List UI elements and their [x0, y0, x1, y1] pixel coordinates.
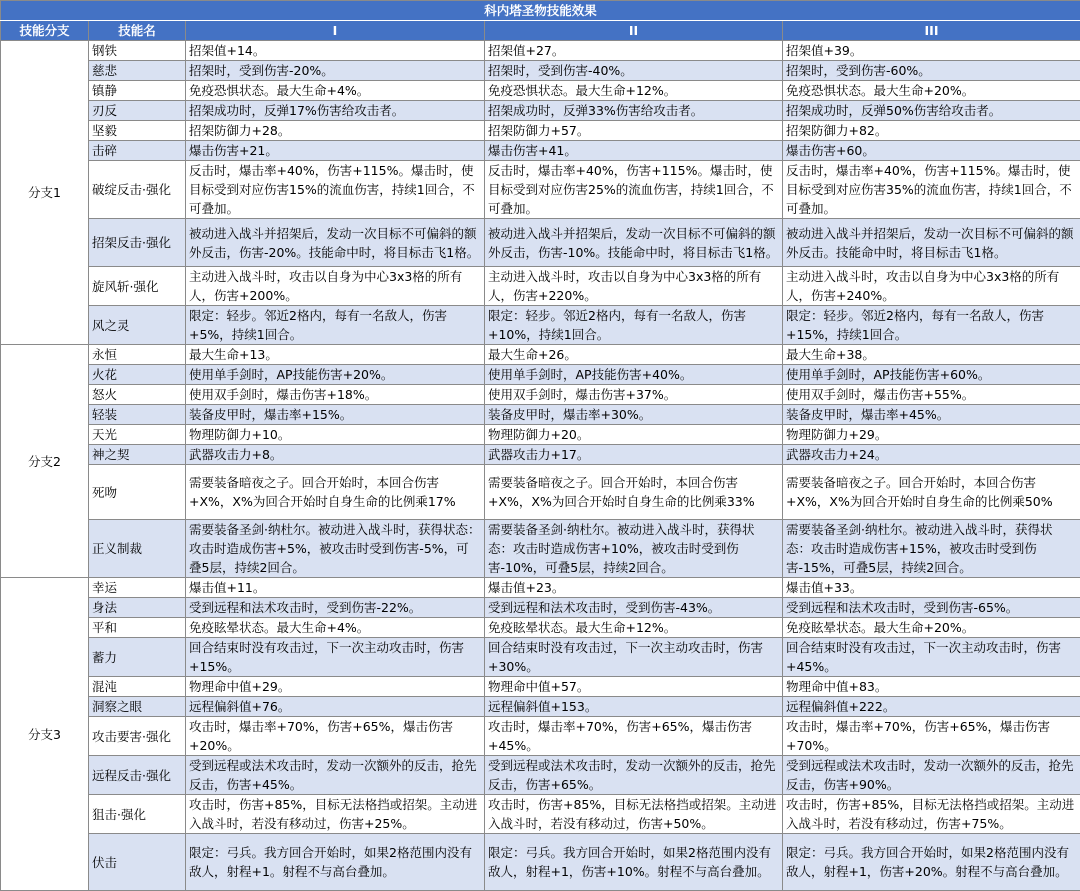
table-row [1, 121, 1080, 141]
effect-cell-i: 主动进入战斗时，攻击以自身为中心3x3格的所有人，伤害+200%。 [186, 267, 485, 306]
effect-cell-iii: 物理防御力+29。 [783, 425, 1080, 445]
effect-cell-i: 反击时，爆击率+40%，伤害+115%。爆击时，使目标受到对应伤害15%的流血伤害，持续1回合，不可叠加。 [186, 161, 485, 219]
effect-cell-iii: 主动进入战斗时，攻击以自身为中心3x3格的所有人，伤害+240%。 [783, 267, 1080, 306]
skill-name-cell: 旋风斩·强化 [89, 267, 186, 306]
effect-cell-ii: 受到远程或法术攻击时，发动一次额外的反击，抢先反击，伤害+65%。 [485, 756, 783, 795]
effect-cell-iii: 攻击时，爆击率+70%，伤害+65%，爆击伤害+70%。 [783, 717, 1080, 756]
table-row [1, 306, 1080, 345]
effect-cell-i: 回合结束时没有攻击过，下一次主动攻击时，伤害+15%。 [186, 638, 485, 677]
effect-cell-ii: 物理命中值+57。 [485, 677, 783, 697]
skill-name-cell: 火花 [89, 365, 186, 385]
effect-cell-iii: 受到远程和法术攻击时，受到伤害-65%。 [783, 598, 1080, 618]
effect-cell-ii: 爆击伤害+41。 [485, 141, 783, 161]
effect-cell-i: 攻击时，爆击率+70%，伤害+65%，爆击伤害+20%。 [186, 717, 485, 756]
effect-cell-i: 攻击时，伤害+85%，目标无法格挡或招架。主动进入战斗时，若没有移动过，伤害+25%。 [186, 795, 485, 834]
skill-name-cell: 风之灵 [89, 306, 186, 345]
header-level-3: III [783, 21, 1080, 41]
skill-name-cell: 平和 [89, 618, 186, 638]
table-row [1, 425, 1080, 445]
skill-name-cell: 蓄力 [89, 638, 186, 677]
effect-cell-i: 限定：轻步。邻近2格内，每有一名敌人，伤害+5%，持续1回合。 [186, 306, 485, 345]
table-row [1, 101, 1080, 121]
header-level-1: I [186, 21, 485, 41]
skill-name-cell: 怒火 [89, 385, 186, 405]
effect-cell-i: 使用单手剑时，AP技能伤害+20%。 [186, 365, 485, 385]
effect-cell-ii: 需要装备暗夜之子。回合开始时，本回合伤害+X%，X%为回合开始时自身生命的比例乘33% [485, 465, 783, 520]
effect-cell-iii: 招架值+39。 [783, 41, 1080, 61]
effect-cell-iii: 招架防御力+82。 [783, 121, 1080, 141]
header-skill-name: 技能名 [89, 21, 186, 41]
effect-cell-ii: 免疫恐惧状态。最大生命+12%。 [485, 81, 783, 101]
effect-cell-iii: 远程偏斜值+222。 [783, 697, 1080, 717]
skill-name-cell: 坚毅 [89, 121, 186, 141]
effect-cell-iii: 回合结束时没有攻击过，下一次主动攻击时，伤害+45%。 [783, 638, 1080, 677]
effect-cell-ii: 限定：弓兵。我方回合开始时，如果2格范围内没有敌人，射程+1，伤害+10%。射程不与高台叠加。 [485, 834, 783, 891]
skill-name-cell: 死吻 [89, 465, 186, 520]
effect-cell-i: 最大生命+13。 [186, 345, 485, 365]
skill-name-cell: 天光 [89, 425, 186, 445]
header-level-2: II [485, 21, 783, 41]
effect-cell-ii: 招架值+27。 [485, 41, 783, 61]
skill-name-cell: 刃反 [89, 101, 186, 121]
effect-cell-iii: 招架成功时，反弹50%伤害给攻击者。 [783, 101, 1080, 121]
table-row [1, 385, 1080, 405]
skill-name-cell: 永恒 [89, 345, 186, 365]
skill-name-cell: 镇静 [89, 81, 186, 101]
table-row [1, 405, 1080, 425]
skill-name-cell: 洞察之眼 [89, 697, 186, 717]
effect-cell-ii: 攻击时，伤害+85%，目标无法格挡或招架。主动进入战斗时，若没有移动过，伤害+50%。 [485, 795, 783, 834]
effect-cell-ii: 需要装备圣剑·纳杜尔。被动进入战斗时，获得状态：攻击时造成伤害+10%，被攻击时受到伤害-10%，可叠5层，持续2回合。 [485, 520, 783, 578]
effect-cell-iii: 受到远程或法术攻击时，发动一次额外的反击，抢先反击，伤害+90%。 [783, 756, 1080, 795]
skill-name-cell: 远程反击·强化 [89, 756, 186, 795]
table-row [1, 267, 1080, 306]
table-row [1, 161, 1080, 219]
skill-name-cell: 轻装 [89, 405, 186, 425]
effect-cell-i: 限定：弓兵。我方回合开始时，如果2格范围内没有敌人，射程+1。射程不与高台叠加。 [186, 834, 485, 891]
effect-cell-i: 爆击值+11。 [186, 578, 485, 598]
effect-cell-iii: 爆击值+33。 [783, 578, 1080, 598]
effect-cell-iii: 反击时，爆击率+40%，伤害+115%。爆击时，使目标受到对应伤害35%的流血伤害，持续1回合，不可叠加。 [783, 161, 1080, 219]
table-title: 科内塔圣物技能效果 [1, 1, 1080, 21]
effect-cell-ii: 装备皮甲时，爆击率+30%。 [485, 405, 783, 425]
table-row [1, 618, 1080, 638]
effect-cell-i: 需要装备圣剑·纳杜尔。被动进入战斗时，获得状态：攻击时造成伤害+5%，被攻击时受到伤害-5%，可叠5层，持续2回合。 [186, 520, 485, 578]
effect-cell-i: 招架时，受到伤害-20%。 [186, 61, 485, 81]
effect-cell-iii: 最大生命+38。 [783, 345, 1080, 365]
effect-cell-ii: 受到远程和法术攻击时，受到伤害-43%。 [485, 598, 783, 618]
effect-cell-ii: 招架时，受到伤害-40%。 [485, 61, 783, 81]
effect-cell-ii: 使用双手剑时，爆击伤害+37%。 [485, 385, 783, 405]
skill-name-cell: 混沌 [89, 677, 186, 697]
effect-cell-i: 物理命中值+29。 [186, 677, 485, 697]
table-row [1, 598, 1080, 618]
branch-cell: 分支3 [1, 578, 89, 891]
table-row [1, 756, 1080, 795]
table-row [1, 834, 1080, 891]
effect-cell-ii: 物理防御力+20。 [485, 425, 783, 445]
branch-cell: 分支1 [1, 41, 89, 345]
effect-cell-ii: 限定：轻步。邻近2格内，每有一名敌人，伤害+10%，持续1回合。 [485, 306, 783, 345]
effect-cell-iii: 限定：弓兵。我方回合开始时，如果2格范围内没有敌人，射程+1，伤害+20%。射程不与高台叠加。 [783, 834, 1080, 891]
effect-cell-iii: 使用双手剑时，爆击伤害+55%。 [783, 385, 1080, 405]
table-row [1, 717, 1080, 756]
effect-cell-i: 免疫恐惧状态。最大生命+4%。 [186, 81, 485, 101]
effect-cell-iii: 物理命中值+83。 [783, 677, 1080, 697]
effect-cell-ii: 被动进入战斗并招架后，发动一次目标不可偏斜的额外反击，伤害-10%。技能命中时，将目标击飞1格。 [485, 219, 783, 267]
effect-cell-ii: 反击时，爆击率+40%，伤害+115%。爆击时，使目标受到对应伤害25%的流血伤害，持续1回合，不可叠加。 [485, 161, 783, 219]
effect-cell-iii: 武器攻击力+24。 [783, 445, 1080, 465]
effect-cell-i: 免疫眩晕状态。最大生命+4%。 [186, 618, 485, 638]
effect-cell-iii: 攻击时，伤害+85%，目标无法格挡或招架。主动进入战斗时，若没有移动过，伤害+75%。 [783, 795, 1080, 834]
effect-cell-ii: 招架防御力+57。 [485, 121, 783, 141]
effect-cell-iii: 招架时，受到伤害-60%。 [783, 61, 1080, 81]
effect-cell-iii: 免疫恐惧状态。最大生命+20%。 [783, 81, 1080, 101]
effect-cell-i: 被动进入战斗并招架后，发动一次目标不可偏斜的额外反击，伤害-20%。技能命中时，将目标击飞1格。 [186, 219, 485, 267]
effect-cell-i: 受到远程或法术攻击时，发动一次额外的反击，抢先反击，伤害+45%。 [186, 756, 485, 795]
effect-cell-i: 装备皮甲时，爆击率+15%。 [186, 405, 485, 425]
table-row [1, 638, 1080, 677]
effect-cell-iii: 装备皮甲时，爆击率+45%。 [783, 405, 1080, 425]
skill-name-cell: 身法 [89, 598, 186, 618]
skill-name-cell: 击碎 [89, 141, 186, 161]
effect-cell-i: 爆击伤害+21。 [186, 141, 485, 161]
skill-name-cell: 神之契 [89, 445, 186, 465]
effect-cell-iii: 免疫眩晕状态。最大生命+20%。 [783, 618, 1080, 638]
effect-cell-iii: 被动进入战斗并招架后，发动一次目标不可偏斜的额外反击。技能命中时，将目标击飞1格。 [783, 219, 1080, 267]
effect-cell-ii: 最大生命+26。 [485, 345, 783, 365]
table-row [1, 578, 1080, 598]
table-row [1, 465, 1080, 520]
effect-cell-ii: 攻击时，爆击率+70%，伤害+65%，爆击伤害+45%。 [485, 717, 783, 756]
skill-name-cell: 破绽反击·强化 [89, 161, 186, 219]
skill-name-cell: 正义制裁 [89, 520, 186, 578]
effect-cell-iii: 需要装备暗夜之子。回合开始时，本回合伤害+X%，X%为回合开始时自身生命的比例乘50% [783, 465, 1080, 520]
effect-cell-ii: 武器攻击力+17。 [485, 445, 783, 465]
table-body [1, 41, 1080, 891]
table-row [1, 520, 1080, 578]
table-row [1, 445, 1080, 465]
branch-cell: 分支2 [1, 345, 89, 578]
effect-cell-i: 武器攻击力+8。 [186, 445, 485, 465]
effect-cell-i: 物理防御力+10。 [186, 425, 485, 445]
effect-cell-iii: 使用单手剑时，AP技能伤害+60%。 [783, 365, 1080, 385]
skill-name-cell: 招架反击·强化 [89, 219, 186, 267]
effect-cell-ii: 免疫眩晕状态。最大生命+12%。 [485, 618, 783, 638]
table-row [1, 81, 1080, 101]
skill-name-cell: 幸运 [89, 578, 186, 598]
table-row [1, 697, 1080, 717]
effect-cell-i: 招架成功时，反弹17%伤害给攻击者。 [186, 101, 485, 121]
effect-cell-ii: 招架成功时，反弹33%伤害给攻击者。 [485, 101, 783, 121]
table-row [1, 41, 1080, 61]
effect-cell-iii: 需要装备圣剑·纳杜尔。被动进入战斗时，获得状态：攻击时造成伤害+15%，被攻击时受到伤害-15%，可叠5层，持续2回合。 [783, 520, 1080, 578]
effect-cell-i: 招架防御力+28。 [186, 121, 485, 141]
skill-name-cell: 钢铁 [89, 41, 186, 61]
skill-name-cell: 攻击要害·强化 [89, 717, 186, 756]
effect-cell-ii: 远程偏斜值+153。 [485, 697, 783, 717]
table-row [1, 365, 1080, 385]
effect-cell-i: 远程偏斜值+76。 [186, 697, 485, 717]
table-row [1, 219, 1080, 267]
effect-cell-i: 招架值+14。 [186, 41, 485, 61]
table-row [1, 345, 1080, 365]
table-row [1, 795, 1080, 834]
effect-cell-ii: 回合结束时没有攻击过，下一次主动攻击时，伤害+30%。 [485, 638, 783, 677]
skill-name-cell: 狙击·强化 [89, 795, 186, 834]
effect-cell-ii: 使用单手剑时，AP技能伤害+40%。 [485, 365, 783, 385]
skill-name-cell: 伏击 [89, 834, 186, 891]
header-branch: 技能分支 [1, 21, 89, 41]
table-row [1, 677, 1080, 697]
effect-cell-i: 需要装备暗夜之子。回合开始时，本回合伤害+X%，X%为回合开始时自身生命的比例乘17% [186, 465, 485, 520]
table-row [1, 141, 1080, 161]
effect-cell-iii: 爆击伤害+60。 [783, 141, 1080, 161]
effect-cell-ii: 爆击值+23。 [485, 578, 783, 598]
skill-name-cell: 慈悲 [89, 61, 186, 81]
effect-cell-i: 使用双手剑时，爆击伤害+18%。 [186, 385, 485, 405]
table-row [1, 61, 1080, 81]
effect-cell-i: 受到远程和法术攻击时，受到伤害-22%。 [186, 598, 485, 618]
effect-cell-iii: 限定：轻步。邻近2格内，每有一名敌人，伤害+15%，持续1回合。 [783, 306, 1080, 345]
effect-cell-ii: 主动进入战斗时，攻击以自身为中心3x3格的所有人，伤害+220%。 [485, 267, 783, 306]
